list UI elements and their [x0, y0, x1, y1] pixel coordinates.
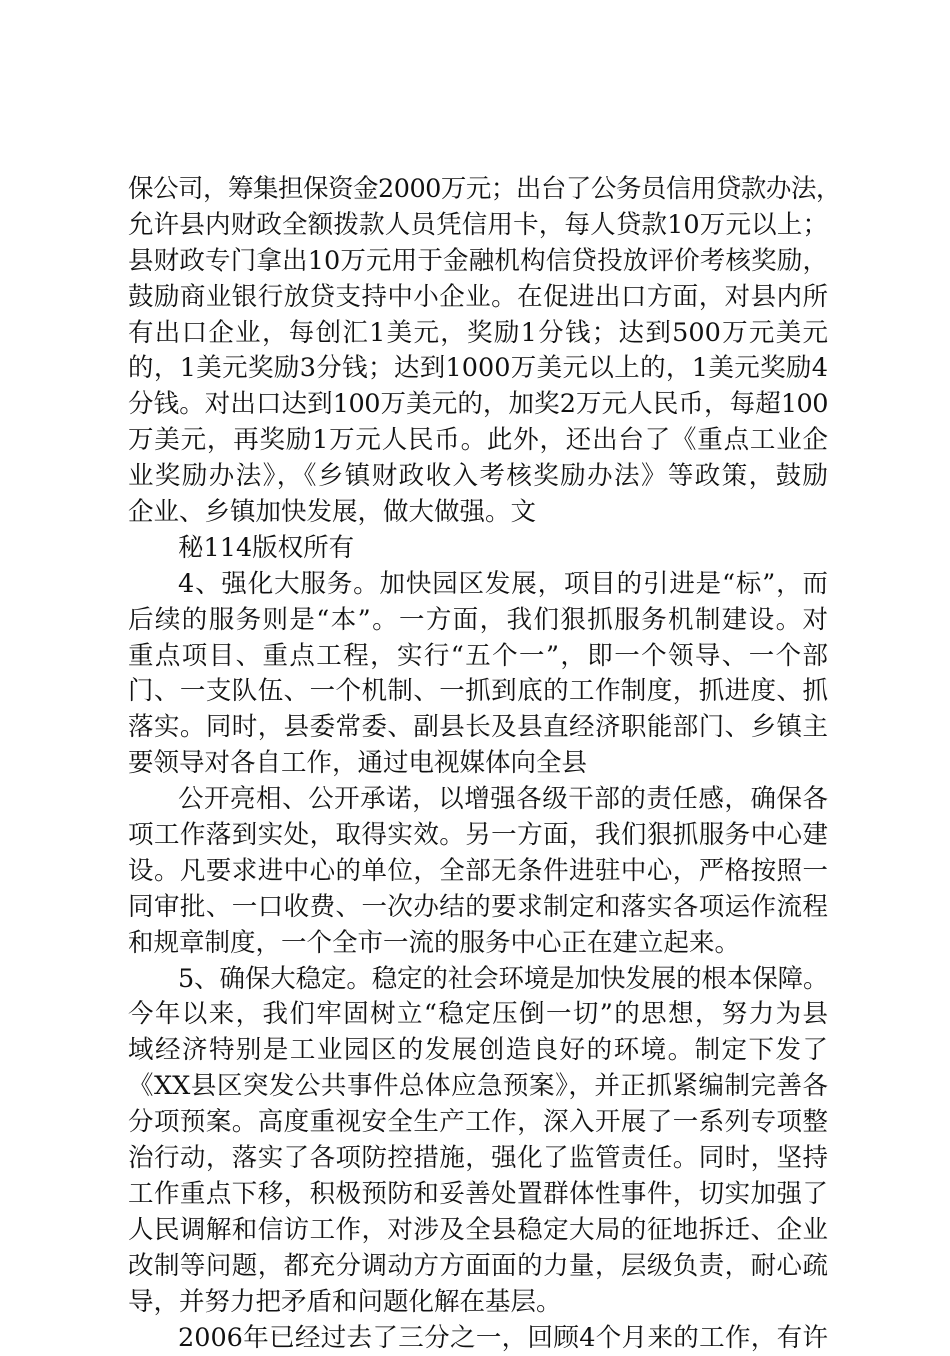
text-line: 同审批、一口收费、一次办结的要求制定和落实各项运作流程 — [128, 890, 828, 926]
text-line: 鼓励商业银行放贷支持中小企业。在促进出口方面，对县内所 — [128, 280, 828, 316]
text-line: 4、强化大服务。加快园区发展，项目的引进是“标”，而 — [128, 567, 828, 603]
text-line: 后续的服务则是“本”。一方面，我们狠抓服务机制建设。对 — [128, 603, 828, 639]
text-line: 工作重点下移，积极预防和妥善处置群体性事件，切实加强了 — [128, 1177, 828, 1213]
text-line: 有出口企业，每创汇1美元，奖励1分钱；达到500万元美元 — [128, 316, 828, 352]
text-line: 公开亮相、公开承诺，以增强各级干部的责任感，确保各 — [128, 782, 828, 818]
text-line: 的，1美元奖励3分钱；达到1000万美元以上的，1美元奖励4 — [128, 351, 828, 387]
document-body — [128, 172, 828, 1356]
text-line: 人民调解和信访工作，对涉及全县稳定大局的征地拆迁、企业 — [128, 1213, 828, 1249]
text-line: 改制等问题，都充分调动方方面面的力量，层级负责，耐心疏 — [128, 1249, 828, 1285]
text-line: 业奖励办法》，《乡镇财政收入考核奖励办法》等政策，鼓励 — [128, 459, 828, 495]
text-line: 县财政专门拿出10万元用于金融机构信贷投放评价考核奖励， — [128, 244, 828, 280]
text-line: 万美元，再奖励1万元人民币。此外，还出台了《重点工业企 — [128, 423, 828, 459]
text-line: 落实。同时，县委常委、副县长及县直经济职能部门、乡镇主 — [128, 710, 828, 746]
text-line: 今年以来，我们牢固树立“稳定压倒一切”的思想，努力为县 — [128, 997, 828, 1033]
text-line: 重点项目、重点工程，实行“五个一”，即一个领导、一个部 — [128, 639, 828, 675]
text-line: 和规章制度，一个全市一流的服务中心正在建立起来。 — [128, 926, 828, 962]
text-line: 5、确保大稳定。稳定的社会环境是加快发展的根本保障。 — [128, 962, 828, 998]
text-line: 导，并努力把矛盾和问题化解在基层。 — [128, 1285, 828, 1321]
text-line: 要领导对各自工作，通过电视媒体向全县 — [128, 746, 828, 782]
text-line: 保公司，筹集担保资金2000万元；出台了公务员信用贷款办法， — [128, 172, 828, 208]
text-line: 秘114版权所有 — [128, 531, 828, 567]
text-line: 企业、乡镇加快发展，做大做强。文 — [128, 495, 828, 531]
text-line: 允许县内财政全额拨款人员凭信用卡，每人贷款10万元以上； — [128, 208, 828, 244]
text-line: 项工作落到实处，取得实效。另一方面，我们狠抓服务中心建 — [128, 818, 828, 854]
text-line: 分项预案。高度重视安全生产工作，深入开展了一系列专项整 — [128, 1105, 828, 1141]
text-line: 设。凡要求进中心的单位，全部无条件进驻中心，严格按照一 — [128, 854, 828, 890]
text-line: 域经济特别是工业园区的发展创造良好的环境。制定下发了 — [128, 1033, 828, 1069]
text-line: 分钱。对出口达到100万美元的，加奖2万元人民币，每超100 — [128, 387, 828, 423]
text-line: 2006年已经过去了三分之一，回顾4个月来的工作，有许 — [128, 1321, 828, 1356]
text-line: 治行动，落实了各项防控措施，强化了监管责任。同时，坚持 — [128, 1141, 828, 1177]
text-line: 《XX县区突发公共事件总体应急预案》，并正抓紧编制完善各 — [128, 1069, 828, 1105]
text-line: 门、一支队伍、一个机制、一抓到底的工作制度，抓进度、抓 — [128, 674, 828, 710]
